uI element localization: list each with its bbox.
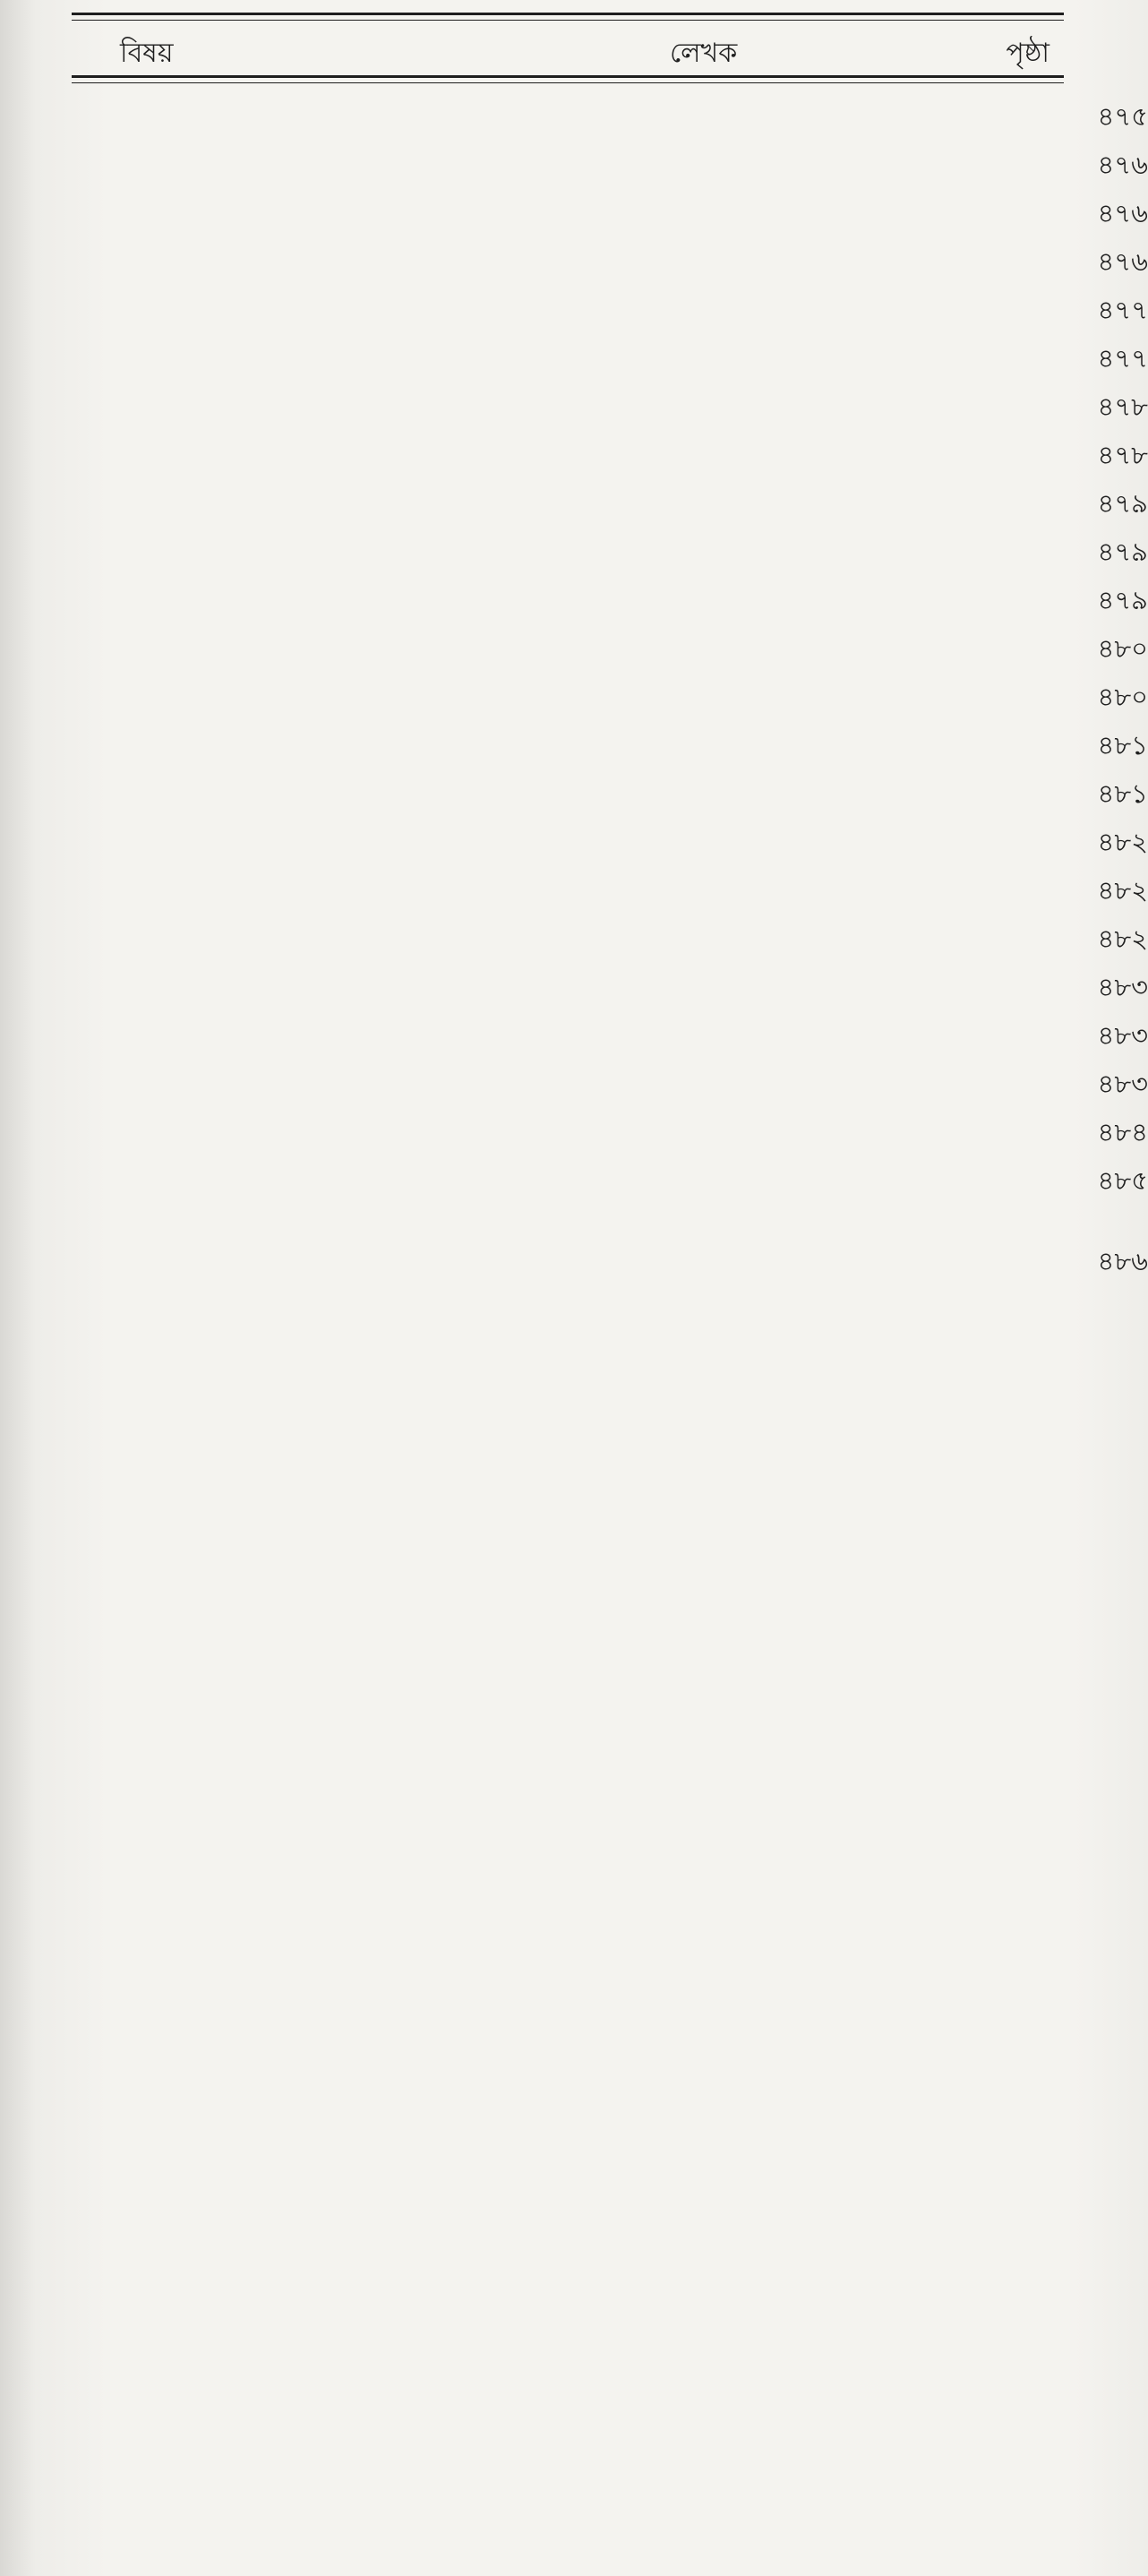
row-page: ৪৮৪ [0,1114,1148,2447]
table-row [0,915,1148,964]
row-page: ৪৮০ [0,631,1148,1963]
acknowledgement-page: ৪৮৬ [0,1243,1148,2576]
row-page: ৪৮২ [0,872,1148,2205]
table-row [0,480,1148,528]
row-page: ৪৮৩ [0,1066,1148,2399]
table-row [0,383,1148,432]
table-row [0,190,1148,238]
row-page: ৪৭৮ [0,437,1148,1770]
table-row [0,287,1148,335]
row-page: ৪৭৭ [0,292,1148,1625]
row-page: ৪৭৮ [0,389,1148,1722]
header-rule-thick [72,75,1064,78]
table-row [0,142,1148,190]
row-page: ৪৭৯ [0,485,1148,1818]
row-page: ৪৭৬ [0,244,1148,1576]
table-row [0,335,1148,383]
contents-list [0,93,1148,1206]
table-row [0,819,1148,867]
table-row [0,432,1148,480]
table-row [0,238,1148,287]
row-page: ৪৮২ [0,921,1148,2254]
top-rule-thin [72,20,1064,21]
row-page: ৪৮২ [0,824,1148,2157]
row-page: ৪৮৫ [0,1163,1148,2495]
table-row [0,1060,1148,1109]
table-row [0,674,1148,722]
row-page: ৪৭৬ [0,195,1148,1528]
row-page: ৪৮৩ [0,1018,1148,2350]
table-row [0,625,1148,674]
header-author: লেখক [670,38,738,69]
table-row [0,722,1148,770]
table-row [0,528,1148,577]
row-page: ৪৮১ [0,776,1148,2108]
table-row [0,1157,1148,1206]
header-page: পৃষ্ঠা [1006,38,1049,69]
row-page: ৪৭৯ [0,582,1148,1915]
row-page: ৪৮১ [0,727,1148,2060]
table-row [0,1109,1148,1157]
row-page: ৪৭৬ [0,147,1148,1480]
row-page: ৪৭৭ [0,340,1148,1673]
row-page: ৪৭৫ [0,99,1148,1431]
header-rule-thin [72,82,1064,83]
table-row [0,1012,1148,1060]
header-subject: বিষয় [120,38,174,69]
table-row [0,867,1148,915]
table-row [0,93,1148,142]
acknowledgement-row [0,1238,1148,1283]
top-rule-thick [72,13,1064,15]
row-page: ৪৮০ [0,679,1148,2012]
table-row [0,964,1148,1012]
row-page: ৪৮৩ [0,969,1148,2302]
row-page: ৪৭৯ [0,534,1148,1867]
table-row [0,577,1148,625]
table-row [0,770,1148,819]
